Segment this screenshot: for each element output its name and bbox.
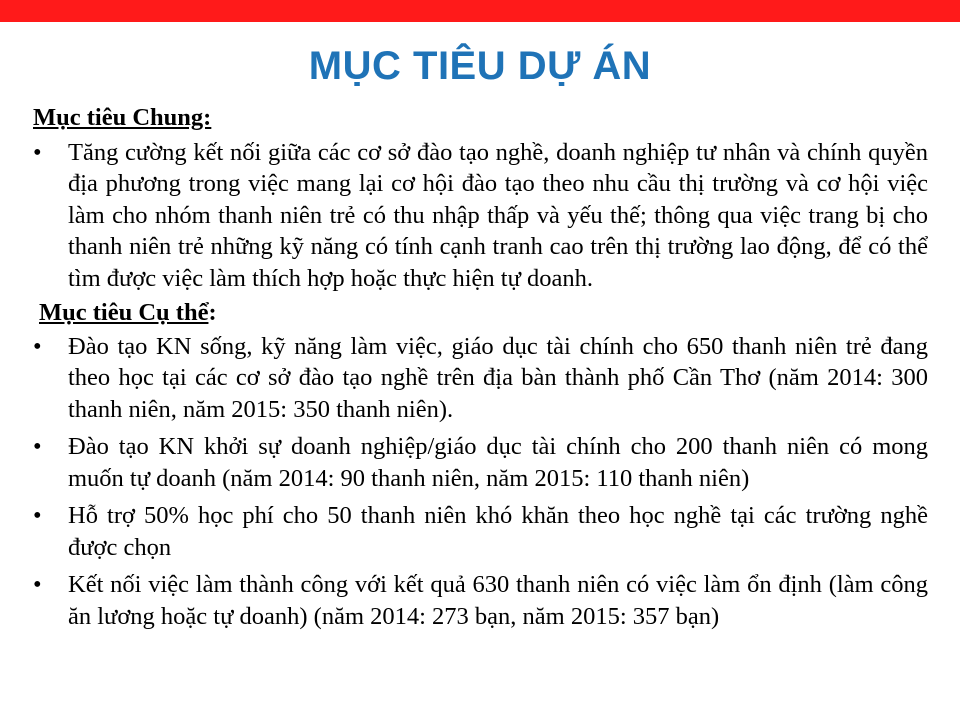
specific-goal-text-3: Hỗ trợ 50% học phí cho 50 thanh niên khó khăn theo học nghề tại các trường nghề được chọn xyxy=(68,502,928,561)
bullet-icon: • xyxy=(33,433,42,460)
specific-goal-text-1: Đào tạo KN sống, kỹ năng làm việc, giáo dục tài chính cho 650 thanh niên trẻ đang theo học tại các cơ sở đào tạo nghề trên địa bàn thành phố Cần Thơ (năm 2014: 300 thanh niên, năm 2015: 350 thanh niên). xyxy=(68,332,928,423)
specific-goal-list xyxy=(33,331,928,633)
specific-goal-text-4: Kết nối việc làm thành công với kết quả 630 thanh niên có việc làm ổn định (làm công ăn lương hoặc tự doanh) (năm 2014: 273 bạn, năm 2015: 357 bạn) xyxy=(68,571,928,630)
list-item xyxy=(33,431,928,494)
bullet-icon: • xyxy=(33,502,42,529)
list-item xyxy=(33,569,928,632)
general-goal-text: Tăng cường kết nối giữa các cơ sở đào tạo nghề, doanh nghiệp tư nhân và chính quyền địa phương trong việc mang lại cơ hội đào tạo theo nhu cầu thị trường và cơ hội việc làm cho nhóm thanh niên trẻ có thu nhập thấp và yếu thế; thông qua việc trang bị cho thanh niên trẻ những kỹ năng có tính cạnh tranh cao trên thị trường lao động, để có thể tìm được việc làm thích hợp hoặc thực hiện tự doanh. xyxy=(68,138,928,292)
general-goal-heading-row xyxy=(33,102,928,134)
general-goal-heading: Mục tiêu Chung: xyxy=(33,104,212,131)
list-item xyxy=(33,500,928,563)
slide-title: MỤC TIÊU DỰ ÁN xyxy=(308,44,652,88)
specific-goal-heading: Mục tiêu Cụ thể xyxy=(39,299,209,326)
list-item xyxy=(33,331,928,426)
bullet-icon: • xyxy=(33,571,42,598)
slide-content xyxy=(33,102,928,638)
specific-goal-heading-colon: : xyxy=(208,299,217,326)
list-item xyxy=(33,137,928,295)
specific-goal-text-2: Đào tạo KN khởi sự doanh nghiệp/giáo dục tài chính cho 200 thanh niên có mong muốn tự doanh (năm 2014: 90 thanh niên, năm 2015: 110 thanh niên) xyxy=(68,433,928,492)
top-accent-bar xyxy=(0,0,960,22)
specific-goal-heading-row xyxy=(33,297,928,329)
general-goal-list xyxy=(33,137,928,295)
bullet-icon: • xyxy=(33,138,42,166)
bullet-icon: • xyxy=(33,332,42,360)
